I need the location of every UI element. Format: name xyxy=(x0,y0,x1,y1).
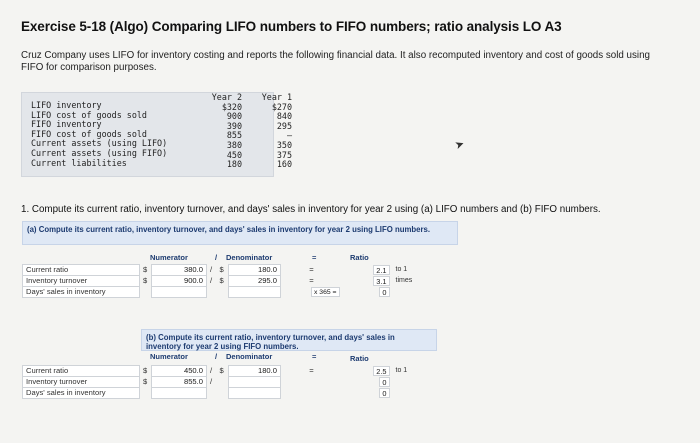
table-row xyxy=(23,388,423,399)
intro-text: Cruz Company uses LIFO for inventory costing and reports the following financial data. It also recomputed inventory and cost of goods sold using FIFO for comparison purposes. xyxy=(21,50,650,73)
equals-sign xyxy=(281,377,343,388)
data-row-label: LIFO inventory xyxy=(31,100,102,110)
table-row xyxy=(23,265,423,276)
year2-value: 380 xyxy=(226,139,242,150)
data-labels xyxy=(31,101,167,168)
numerator-input[interactable] xyxy=(152,388,207,399)
ratio-input[interactable]: 2.5 xyxy=(373,366,389,376)
equals-sign xyxy=(281,388,343,399)
ratio-cell-wrap xyxy=(343,388,393,399)
numerator-input[interactable]: 900.0 xyxy=(152,276,207,287)
denominator-input[interactable] xyxy=(229,388,281,399)
divide-sign: / xyxy=(210,265,213,274)
divide-sign xyxy=(207,388,217,399)
row-label: Days' sales in inventory xyxy=(23,287,140,298)
year2-value: 180 xyxy=(226,159,242,170)
numerator-input[interactable] xyxy=(152,287,207,298)
denominator-input[interactable]: 180.0 xyxy=(229,265,281,276)
ratio-input[interactable]: 0 xyxy=(379,377,389,387)
mouse-cursor-icon: ➤ xyxy=(453,137,467,153)
ratio-cell-wrap xyxy=(343,366,393,377)
part-a-table xyxy=(22,264,423,298)
part-b-table xyxy=(22,365,423,399)
year2-value: $320 xyxy=(221,101,242,112)
part-b-heading: (b) Compute its current ratio, inventory turnover, and days' sales in inventory for year 2 using FIFO numbers. xyxy=(141,329,437,351)
part-a-col-numerator: Numerator xyxy=(150,253,188,262)
dollar-sign xyxy=(217,377,229,388)
part-a-heading: (a) Compute its current ratio, inventory turnover, and days' sales in inventory for year 2 using LIFO numbers. xyxy=(22,221,458,245)
divide-sign: / xyxy=(210,366,213,375)
row-label: Days' sales in inventory xyxy=(23,388,140,399)
year2-value: 450 xyxy=(226,149,242,160)
ratio-input[interactable]: 0 xyxy=(379,388,389,398)
denominator-input[interactable] xyxy=(229,287,281,298)
dollar-sign: $ xyxy=(143,366,148,375)
dollar-sign: $ xyxy=(143,276,148,285)
dollar-sign: $ xyxy=(143,265,148,274)
equals-sign: = xyxy=(309,276,314,285)
x365-label: x 365 = xyxy=(311,287,340,297)
year1-value: – xyxy=(286,130,292,141)
ratio-unit: to 1 xyxy=(395,266,408,273)
ratio-input[interactable]: 2.1 xyxy=(373,265,389,275)
year1-value: $270 xyxy=(271,101,292,112)
equals-sign: = xyxy=(309,366,314,375)
ratio-input[interactable]: 3.1 xyxy=(373,276,389,286)
year1-column xyxy=(236,93,292,170)
ratio-input[interactable]: 0 xyxy=(379,287,389,297)
dollar-sign xyxy=(217,287,229,298)
denominator-input[interactable]: 180.0 xyxy=(229,366,281,377)
table-row xyxy=(23,287,423,298)
part-a-col-equals: = xyxy=(312,253,317,262)
divide-sign: / xyxy=(210,276,213,285)
divide-sign: / xyxy=(210,377,213,386)
ratio-unit xyxy=(393,377,423,388)
dollar-sign: $ xyxy=(219,265,224,274)
part-b-col-ratio: Ratio xyxy=(350,354,369,363)
ratio-unit xyxy=(393,287,423,298)
ratio-cell-wrap xyxy=(343,265,393,276)
data-row-label: Current assets (using LIFO) xyxy=(31,138,168,149)
year2-column xyxy=(182,93,242,170)
dollar-sign: $ xyxy=(143,377,148,386)
question-1: 1. Compute its current ratio, inventory turnover, and days' sales in inventory for year 2 using (a) LIFO numbers and (b) FIFO numbers. xyxy=(21,204,601,215)
year1-value: 295 xyxy=(276,120,292,131)
ratio-unit: times xyxy=(395,277,413,284)
divide-sign xyxy=(207,287,217,298)
denominator-input[interactable]: 295.0 xyxy=(229,276,281,287)
row-label: Current ratio xyxy=(23,265,140,276)
financial-data-table xyxy=(21,92,292,177)
data-row-label: Current liabilities xyxy=(31,157,127,168)
year1-value: 160 xyxy=(276,159,292,170)
data-row-label: LIFO cost of goods sold xyxy=(31,109,147,120)
year2-value: 900 xyxy=(226,111,242,122)
table-row xyxy=(23,276,423,287)
part-a-col-ratio: Ratio xyxy=(350,253,369,262)
data-row-label: Current assets (using FIFO) xyxy=(31,147,168,158)
ratio-unit: to 1 xyxy=(395,367,408,374)
year2-value: 390 xyxy=(226,120,242,131)
year2-value: 855 xyxy=(226,130,242,141)
ratio-cell-wrap xyxy=(343,377,393,388)
year1-value: 375 xyxy=(276,149,292,160)
row-label: Inventory turnover xyxy=(23,377,140,388)
year1-value: 350 xyxy=(276,139,292,150)
part-b-col-denominator: Denominator xyxy=(226,352,273,361)
table-row xyxy=(23,366,423,377)
year1-header: Year 1 xyxy=(261,92,292,102)
exercise-title: Exercise 5-18 (Algo) Comparing LIFO numbers to FIFO numbers; ratio analysis LO A3 xyxy=(21,19,562,34)
data-row-label: FIFO cost of goods sold xyxy=(31,128,147,139)
ratio-unit xyxy=(393,388,423,399)
denominator-input[interactable] xyxy=(229,377,281,388)
part-a-col-denominator: Denominator xyxy=(226,253,273,262)
multiplier-wrap xyxy=(281,287,343,298)
dollar-sign: $ xyxy=(219,276,224,285)
row-label: Inventory turnover xyxy=(23,276,140,287)
dollar-sign: $ xyxy=(219,366,224,375)
dollar-sign xyxy=(217,388,229,399)
ratio-cell-wrap xyxy=(343,287,393,298)
dollar-sign xyxy=(140,388,152,399)
part-b-col-slash: / xyxy=(215,352,218,361)
row-label: Current ratio xyxy=(23,366,140,377)
year2-header: Year 2 xyxy=(211,92,242,102)
part-b-col-equals: = xyxy=(312,352,317,361)
numerator-input[interactable]: 450.0 xyxy=(152,366,207,377)
part-b-col-numerator: Numerator xyxy=(150,352,188,361)
year1-value: 840 xyxy=(276,111,292,122)
dollar-sign xyxy=(140,287,152,298)
table-row xyxy=(23,377,423,388)
equals-sign: = xyxy=(309,265,314,274)
ratio-cell-wrap xyxy=(343,276,393,287)
numerator-input[interactable]: 855.0 xyxy=(152,377,207,388)
numerator-input[interactable]: 380.0 xyxy=(152,265,207,276)
data-row-label: FIFO inventory xyxy=(31,119,102,130)
part-a-col-slash: / xyxy=(215,253,218,262)
